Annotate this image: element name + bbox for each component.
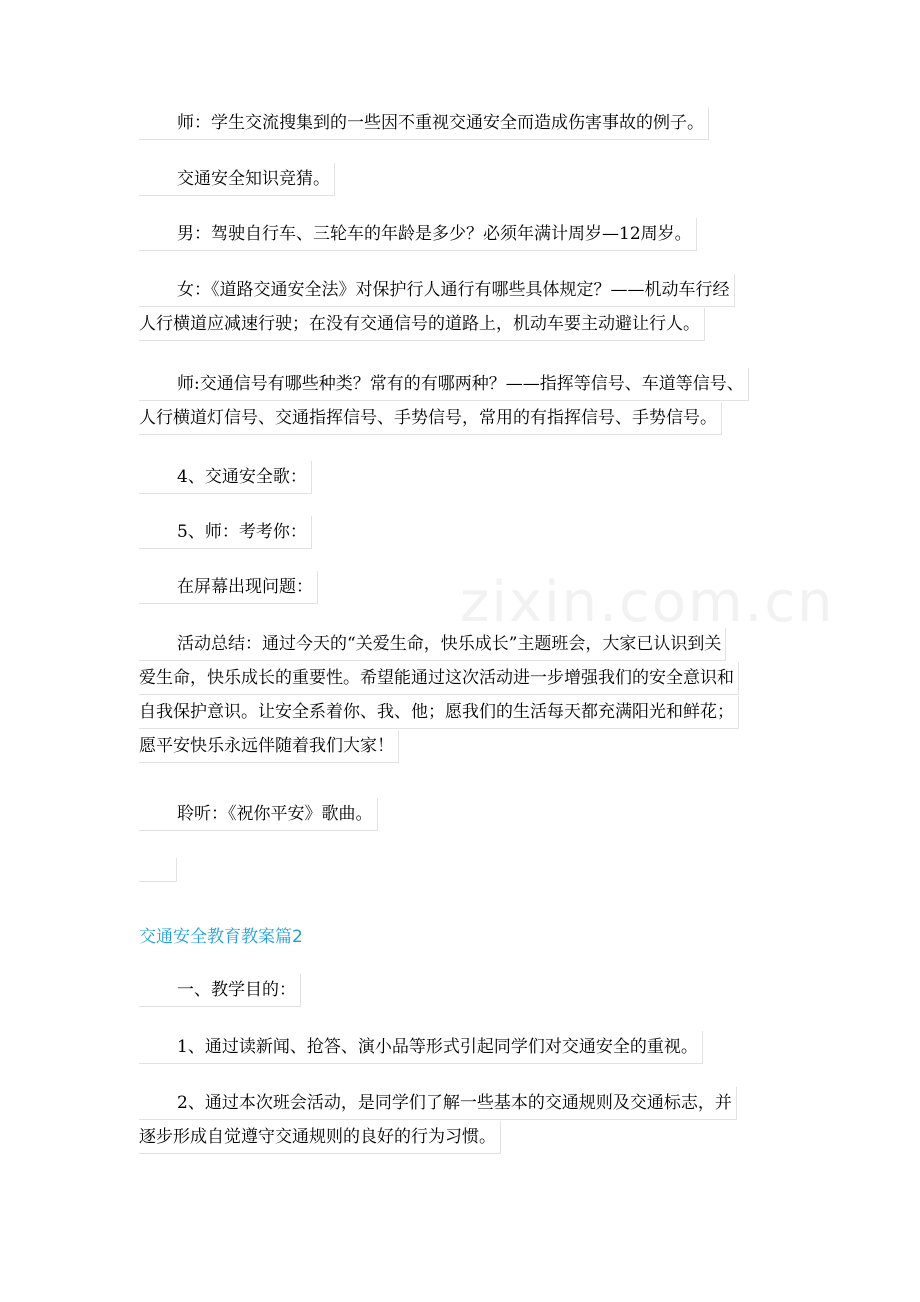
paragraph-goal-1	[139, 1030, 799, 1064]
text-line: 聆听：《祝你平安》歌曲。	[139, 798, 378, 831]
text-line: 活动总结：通过今天的“关爱生命，快乐成长”主题班会，大家已认识到关	[139, 628, 726, 661]
paragraph-teaching-goal	[139, 973, 799, 1007]
text-line: 人行横道应减速行驶；在没有交通信号的道路上，机动车要主动避让行人。	[139, 308, 705, 341]
text-line: 4、交通安全歌：	[139, 461, 312, 494]
text-line: 2、通过本次班会活动，是同学们了解一些基本的交通规则及交通标志，并	[139, 1087, 737, 1120]
text-line: 男：驾驶自行车、三轮车的年龄是多少？必须年满计周岁—12周岁。	[139, 218, 697, 251]
text-line: 逐步形成自觉遵守交通规则的良好的行为习惯。	[139, 1121, 501, 1154]
text-line: 在屏幕出现问题：	[139, 571, 318, 604]
paragraph-activity-summary	[139, 627, 799, 763]
paragraph-male-question	[139, 217, 799, 251]
text-line: 5、师：考考你：	[139, 516, 312, 549]
paragraph-teacher-examples	[139, 106, 799, 140]
text-line: 一、教学目的：	[139, 974, 301, 1007]
text-line: 爱生命，快乐成长的重要性。希望能通过这次活动进一步增强我们的安全意识和	[139, 662, 739, 695]
text-line: 人行横道灯信号、交通指挥信号、手势信号，常用的有指挥信号、手势信号。	[139, 402, 722, 435]
paragraph-quiz-title	[139, 162, 799, 196]
empty-paragraph-box	[139, 858, 177, 882]
text-line: 1、通过读新闻、抢答、演小品等形式引起同学们对交通安全的重视。	[139, 1031, 703, 1064]
watermark: zixin.com.cn	[460, 570, 835, 635]
text-line: 师:交通信号有哪些种类？常有的有哪两种？——指挥等信号、车道等信号、	[139, 368, 749, 401]
paragraph-screen-question	[139, 570, 799, 604]
text-line: 愿平安快乐永远伴随着我们大家！	[139, 730, 399, 763]
paragraph-goal-2	[139, 1086, 799, 1154]
paragraph-test-you	[139, 515, 799, 549]
paragraph-female-question	[139, 273, 799, 341]
text-line: 交通安全知识竞猜。	[139, 163, 335, 196]
text-line: 女：《道路交通安全法》对保护行人通行有哪些具体规定？——机动车行经	[139, 274, 735, 307]
section-heading[interactable]: 交通安全教育教案篇2	[139, 927, 303, 947]
paragraph-safety-song	[139, 460, 799, 494]
paragraph-listen-song	[139, 797, 799, 831]
text-line: 师：学生交流搜集到的一些因不重视交通安全而造成伤害事故的例子。	[139, 107, 709, 140]
text-line: 自我保护意识。让安全系着你、我、他；愿我们的生活每天都充满阳光和鲜花；	[139, 696, 739, 729]
paragraph-signal-question	[139, 367, 799, 435]
